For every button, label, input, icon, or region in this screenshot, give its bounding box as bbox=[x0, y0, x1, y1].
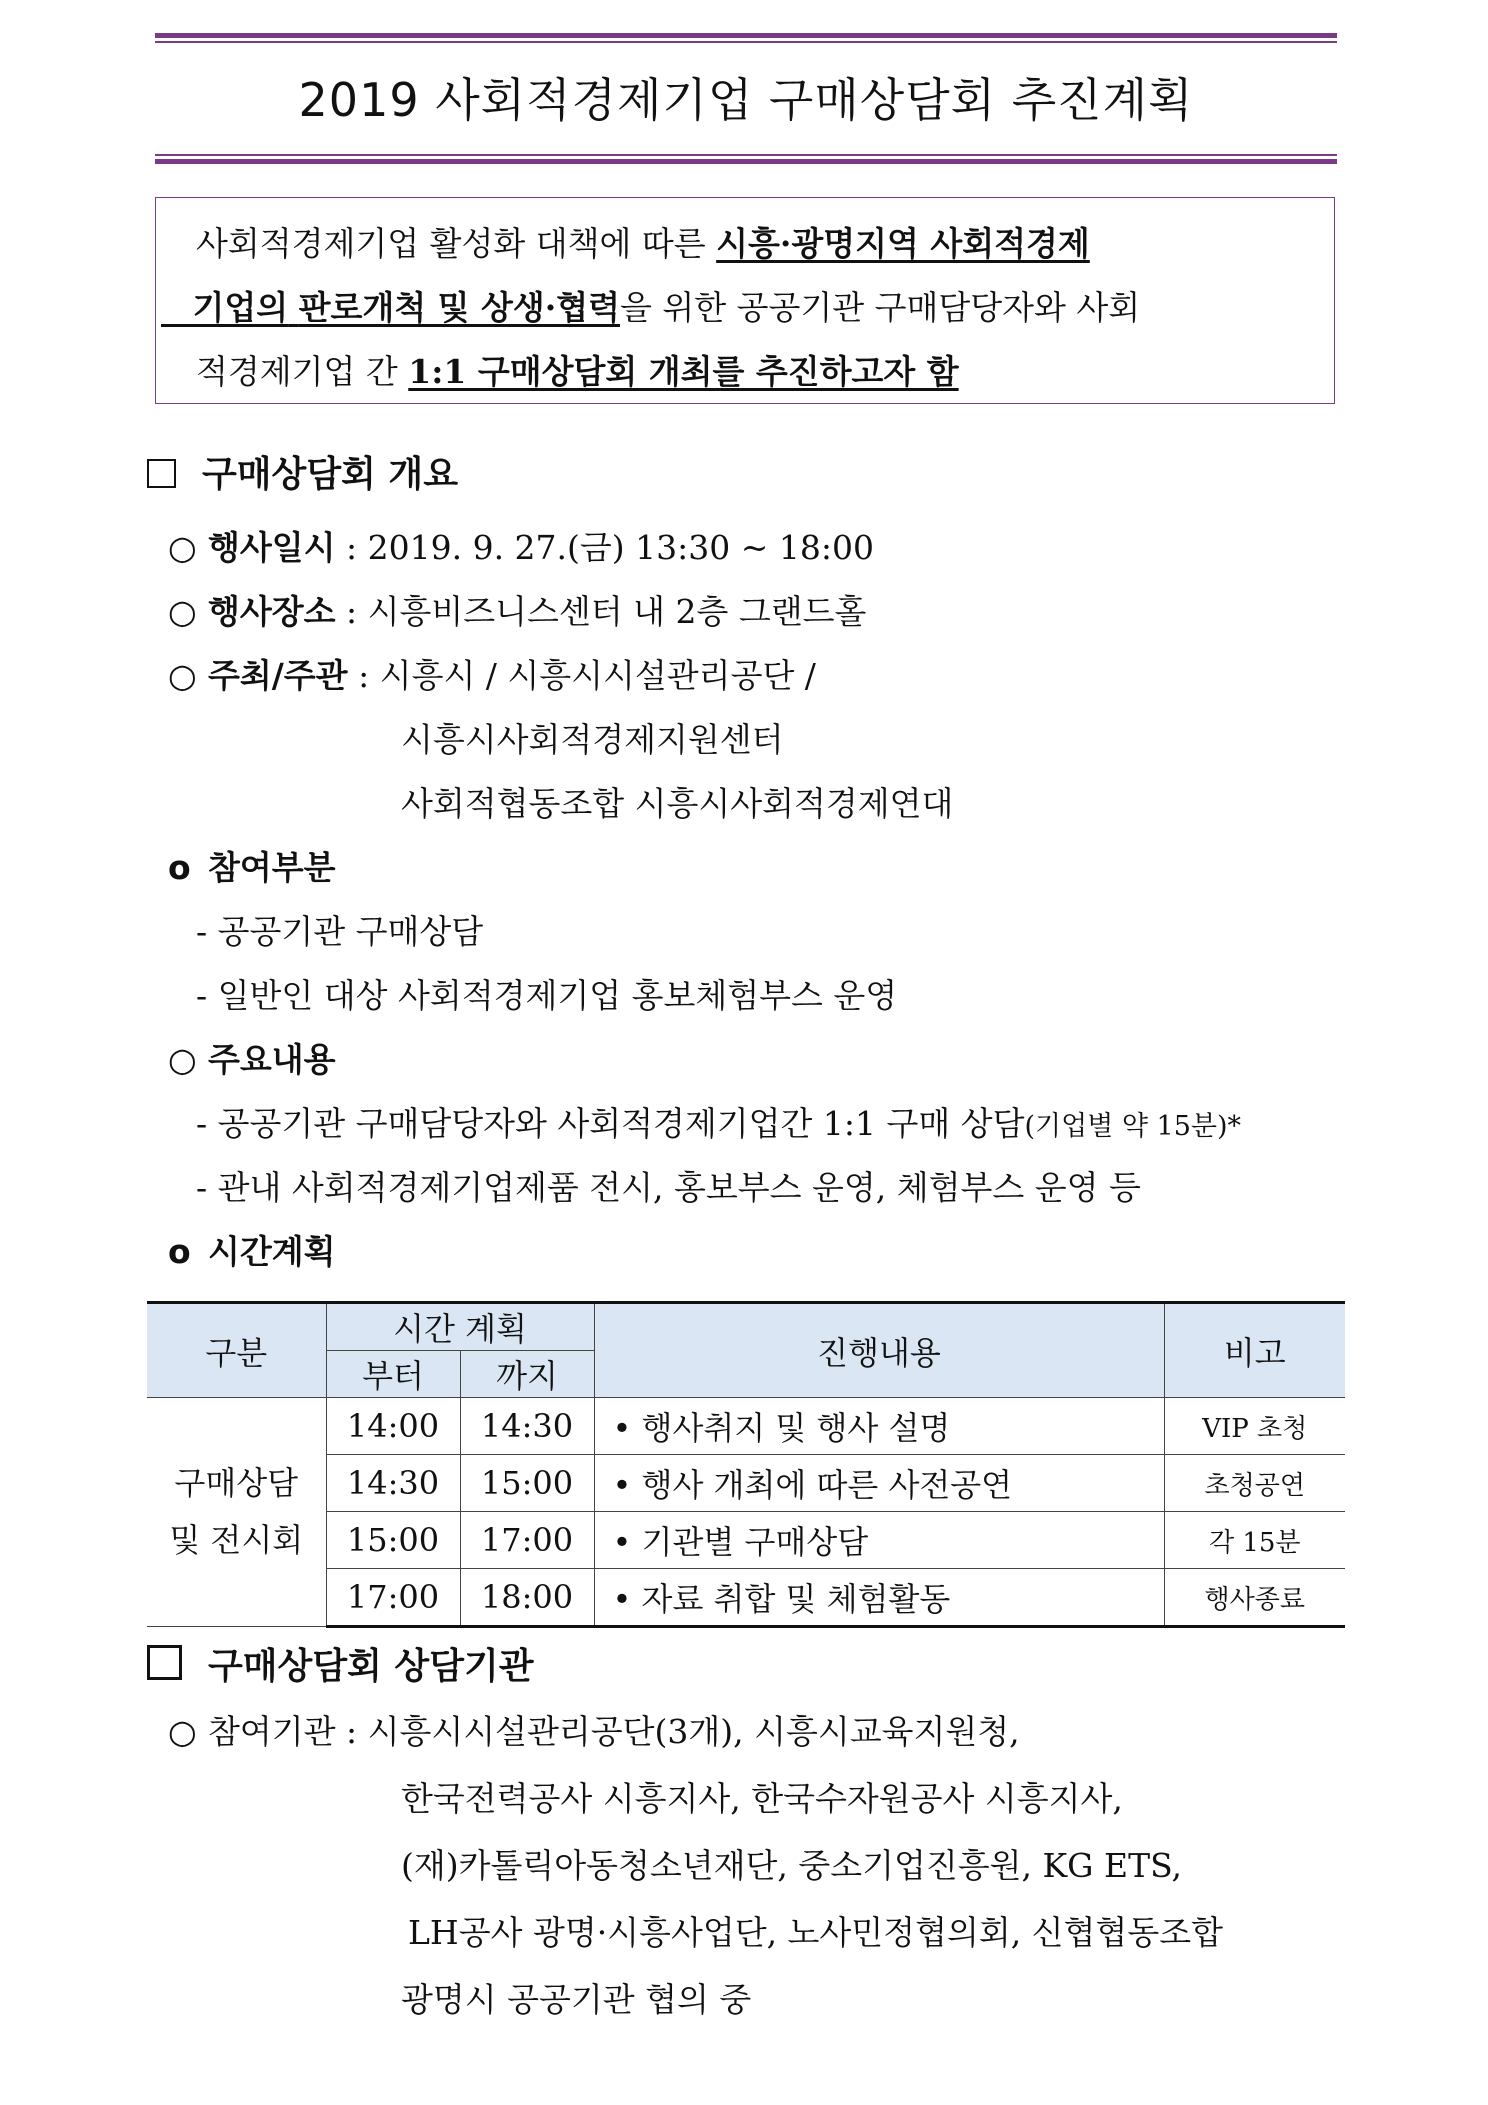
header-time-plan: 시간 계획 bbox=[326, 1303, 594, 1351]
table-row bbox=[147, 1512, 1345, 1569]
time-to-cell: 18:00 bbox=[460, 1569, 594, 1627]
intro-emphasis: 1:1 구매상담회 개최를 추진하고자 함 bbox=[408, 352, 959, 391]
participation-item: - 일반인 대상 사회적경제기업 홍보체험부스 운영 bbox=[196, 976, 898, 1015]
intro-emphasis: 기업의 bbox=[192, 288, 289, 327]
main-content-item-note: (기업별 약 15분)* bbox=[1024, 1111, 1242, 1142]
institutions-text: 광명시 공공기관 협의 중 bbox=[401, 1980, 752, 2019]
note-cell: 행사종료 bbox=[1164, 1569, 1345, 1627]
institutions-text: (재)카톨릭아동청소년재단, 중소기업진흥원, KG ETS, bbox=[401, 1846, 1183, 1885]
title-bottom-rule bbox=[155, 154, 1337, 164]
header-category: 구분 bbox=[147, 1303, 326, 1398]
main-content-line bbox=[168, 1038, 336, 1082]
header-note: 비고 bbox=[1164, 1303, 1345, 1398]
event-host-cont-1: 시흥시사회적경제지원센터 bbox=[401, 720, 784, 759]
participation-label: 참여부분 bbox=[208, 848, 336, 887]
time-plan-line bbox=[168, 1230, 336, 1274]
event-venue-value: : 시흥비즈니스센터 내 2층 그랜드홀 bbox=[346, 592, 867, 631]
main-content-item bbox=[196, 1102, 1241, 1149]
section-heading-text: 구매상담회 개요 bbox=[202, 454, 458, 495]
header-content: 진행내용 bbox=[594, 1303, 1164, 1398]
time-plan-label: 시간계획 bbox=[208, 1232, 336, 1271]
intro-emphasis: 판로개척 및 상생·협력 bbox=[298, 288, 620, 327]
circle-bullet-icon: ○ bbox=[168, 528, 197, 567]
main-content-item-text: - 공공기관 구매담당자와 사회적경제기업간 1:1 구매 상담 bbox=[196, 1104, 1025, 1143]
content-cell: • 기관별 구매상담 bbox=[594, 1512, 1164, 1569]
time-from-cell: 15:00 bbox=[326, 1512, 460, 1569]
header-from: 부터 bbox=[326, 1351, 460, 1398]
section-heading-overview bbox=[147, 446, 458, 497]
checkbox-square-icon bbox=[147, 459, 176, 488]
time-to-cell: 15:00 bbox=[460, 1455, 594, 1512]
institutions-text: : 시흥시시설관리공단(3개), 시흥시교육지원청, bbox=[346, 1712, 1020, 1751]
content-cell: • 행사 개최에 따른 사전공연 bbox=[594, 1455, 1164, 1512]
event-date-line bbox=[168, 526, 874, 570]
note-cell: 초청공연 bbox=[1164, 1455, 1345, 1512]
event-host-cont-2: 사회적협동조합 시흥시사회적경제연대 bbox=[401, 784, 954, 823]
institutions-line bbox=[168, 1710, 1020, 1754]
event-host-line bbox=[168, 654, 816, 698]
table-row bbox=[147, 1455, 1345, 1512]
circle-bullet-icon: ○ bbox=[168, 656, 197, 695]
intro-underline-pad bbox=[161, 288, 192, 327]
intro-line-1 bbox=[196, 212, 1328, 276]
note-cell: VIP 초청 bbox=[1164, 1398, 1345, 1455]
section-heading-text: 구매상담회 상담기관 bbox=[208, 1646, 534, 1687]
intro-line-3 bbox=[196, 340, 1328, 404]
section-heading-institutions bbox=[147, 1638, 534, 1689]
participation-line bbox=[168, 846, 336, 890]
institutions-label: 참여기관 bbox=[208, 1712, 336, 1751]
institutions-text: LH공사 광명·시흥사업단, 노사민정협의회, 신협협동조합 bbox=[408, 1913, 1223, 1952]
document-title: 2019 사회적경제기업 구매상담회 추진계획 bbox=[298, 73, 1194, 127]
intro-box bbox=[155, 197, 1335, 404]
intro-emphasis: 시흥·광명지역 사회적경제 bbox=[716, 224, 1090, 263]
category-cell: 구매상담 및 전시회 bbox=[147, 1398, 326, 1627]
circle-bullet-icon: ○ bbox=[168, 1712, 197, 1751]
intro-underline-space bbox=[288, 288, 299, 327]
main-content-item: - 관내 사회적경제기업제품 전시, 홍보부스 운영, 체험부스 운영 등 bbox=[196, 1168, 1141, 1207]
main-content-label: 주요내용 bbox=[208, 1040, 336, 1079]
checkbox-square-icon bbox=[147, 1645, 182, 1680]
event-host-value: : 시흥시 / 시흥시시설관리공단 / bbox=[358, 656, 816, 695]
table-row bbox=[147, 1398, 1345, 1455]
institutions-text: 한국전력공사 시흥지사, 한국수자원공사 시흥지사, bbox=[401, 1779, 1123, 1818]
event-host-label: 주최/주관 bbox=[208, 656, 348, 695]
circle-bullet-icon: ○ bbox=[168, 1040, 197, 1079]
time-to-cell: 17:00 bbox=[460, 1512, 594, 1569]
schedule-table bbox=[147, 1301, 1345, 1628]
content-cell: • 자료 취합 및 체험활동 bbox=[594, 1569, 1164, 1627]
note-cell: 각 15분 bbox=[1164, 1512, 1345, 1569]
intro-line-2 bbox=[156, 276, 1328, 340]
time-from-cell: 14:30 bbox=[326, 1455, 460, 1512]
o-bullet-icon: o bbox=[168, 848, 191, 887]
intro-text: 적경제기업 간 bbox=[196, 352, 409, 391]
event-date-value: : 2019. 9. 27.(금) 13:30 ~ 18:00 bbox=[346, 528, 874, 567]
participation-item: - 공공기관 구매상담 bbox=[196, 912, 484, 951]
intro-text: 을 위한 공공기관 구매담당자와 사회 bbox=[620, 288, 1141, 327]
time-from-cell: 14:00 bbox=[326, 1398, 460, 1455]
event-venue-label: 행사장소 bbox=[208, 592, 336, 631]
o-bullet-icon: o bbox=[168, 1232, 191, 1271]
event-venue-line bbox=[168, 590, 866, 634]
title-top-rule bbox=[155, 33, 1337, 43]
event-date-label: 행사일시 bbox=[208, 528, 336, 567]
table-row bbox=[147, 1569, 1345, 1627]
header-to: 까지 bbox=[460, 1351, 594, 1398]
circle-bullet-icon: ○ bbox=[168, 592, 197, 631]
time-to-cell: 14:30 bbox=[460, 1398, 594, 1455]
intro-text: 사회적경제기업 활성화 대책에 따른 bbox=[196, 224, 717, 263]
content-cell: • 행사취지 및 행사 설명 bbox=[594, 1398, 1164, 1455]
time-from-cell: 17:00 bbox=[326, 1569, 460, 1627]
